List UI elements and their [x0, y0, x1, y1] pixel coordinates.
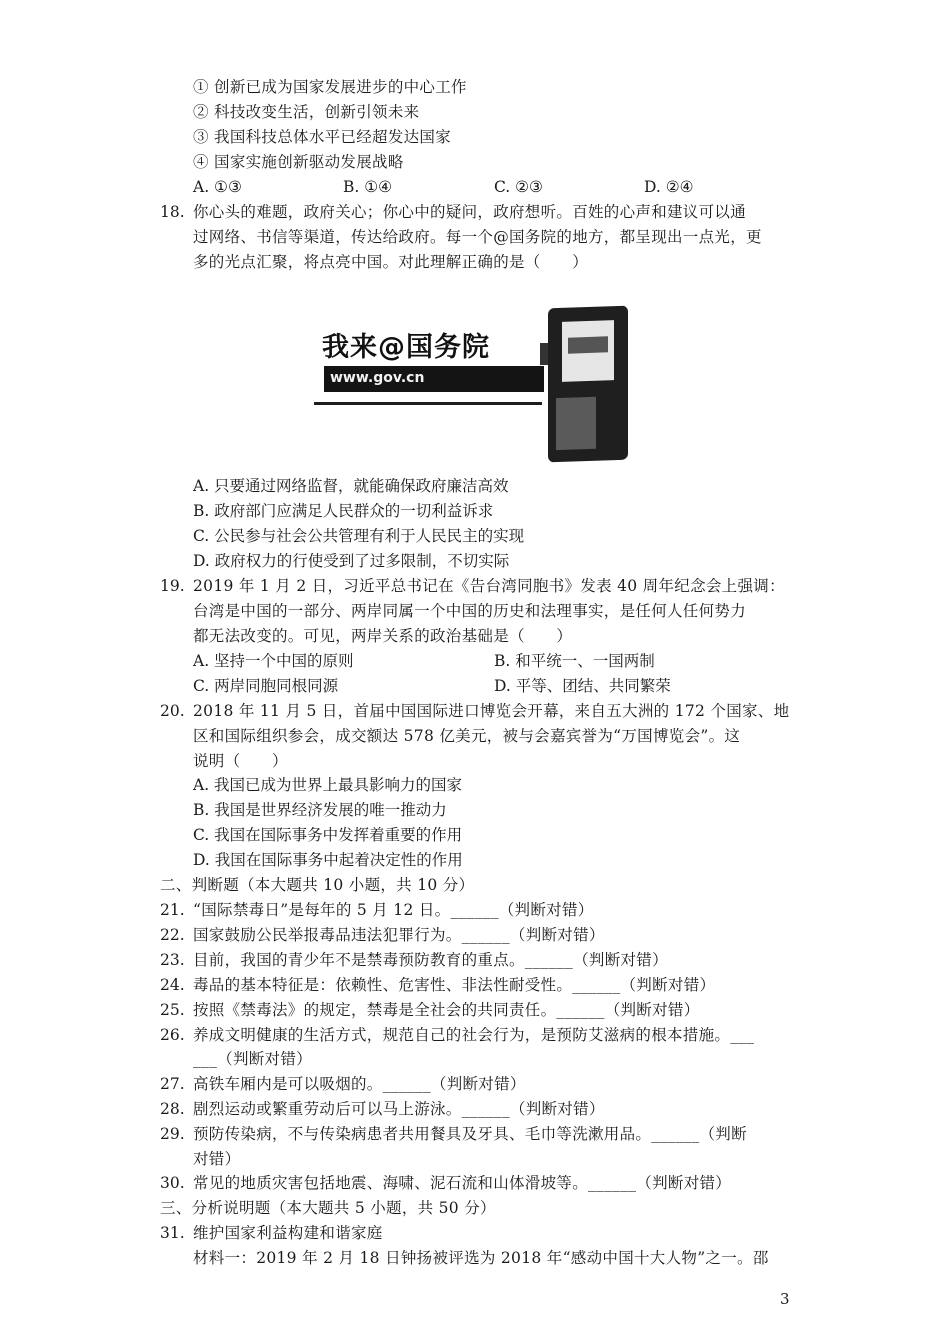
q17-choice-a: A. ①③ — [193, 178, 242, 196]
q20-line-2: 区和国际组织参会，成交额达 578 亿美元，被与会嘉宾誉为“万国博览会”。这 — [193, 727, 741, 745]
q29-text: 预防传染病，不与传染病患者共用餐具及牙具、毛巾等洗漱用品。______（判断 — [193, 1125, 747, 1143]
q28-number: 28. — [160, 1100, 185, 1118]
q17-statement-2: ② 科技改变生活，创新引领未来 — [193, 103, 420, 121]
q24-text: 毒品的基本特征是：依赖性、危害性、非法性耐受性。______（判断对错） — [193, 976, 716, 994]
q25-text: 按照《禁毒法》的规定，禁毒是全社会的共同责任。______（判断对错） — [193, 1001, 700, 1019]
figure-title: 我来@国务院 — [322, 332, 490, 363]
q18-figure-image — [310, 303, 632, 463]
q20-number: 20. — [160, 702, 185, 720]
q19-option-b: B. 和平统一、一国两制 — [494, 652, 655, 670]
q18-option-d: D. 政府权力的行使受到了过多限制，不切实际 — [193, 552, 510, 570]
q30-text: 常见的地质灾害包括地震、海啸、泥石流和山体滑坡等。______（判断对错） — [193, 1174, 732, 1192]
q20-option-d: D. 我国在国际事务中起着决定性的作用 — [193, 851, 463, 869]
q22-number: 22. — [160, 926, 185, 944]
q17-statement-3: ③ 我国科技总体水平已经超发达国家 — [193, 128, 452, 146]
q30-number: 30. — [160, 1174, 185, 1192]
page-number: 3 — [780, 1290, 790, 1308]
q18-option-b: B. 政府部门应满足人民群众的一切利益诉求 — [193, 502, 494, 520]
q28-text: 剧烈运动或繁重劳动后可以马上游泳。______（判断对错） — [193, 1100, 605, 1118]
q19-option-c: C. 两岸同胞同根同源 — [193, 677, 339, 695]
q23-number: 23. — [160, 951, 185, 969]
q20-option-b: B. 我国是世界经济发展的唯一推动力 — [193, 801, 447, 819]
q26-text-continued: ___（判断对错） — [193, 1050, 312, 1068]
q29-text-continued: 对错） — [193, 1150, 241, 1168]
q31-title: 维护国家利益构建和谐家庭 — [193, 1224, 383, 1242]
q18-option-c: C. 公民参与社会公共管理有利于人民民主的实现 — [193, 527, 525, 545]
q21-number: 21. — [160, 901, 185, 919]
q18-line-2: 过网络、书信等渠道，传达给政府。每一个@国务院的地方，都呈现出一点光，更 — [193, 228, 762, 246]
q27-number: 27. — [160, 1075, 185, 1093]
q17-statement-1: ① 创新已成为国家发展进步的中心工作 — [193, 78, 467, 96]
q17-choice-b: B. ①④ — [343, 178, 393, 196]
q18-line-1: 你心头的难题，政府关心；你心中的疑问，政府想听。百姓的心声和建议可以通 — [193, 203, 747, 221]
q17-statement-4: ④ 国家实施创新驱动发展战略 — [193, 153, 404, 171]
q21-text: “国际禁毒日”是每年的 5 月 12 日。______（判断对错） — [193, 901, 594, 919]
q19-line-3: 都无法改变的。可见，两岸关系的政治基础是（ ） — [193, 627, 573, 645]
q19-option-a: A. 坚持一个中国的原则 — [193, 652, 354, 670]
q27-text: 高铁车厢内是可以吸烟的。______（判断对错） — [193, 1075, 526, 1093]
q25-number: 25. — [160, 1001, 185, 1019]
q31-material-1: 材料一：2019 年 2 月 18 日钟扬被评选为 2018 年“感动中国十大人物”之一。邵 — [193, 1249, 769, 1267]
q19-number: 19. — [160, 577, 185, 595]
phone-lower-panel — [556, 397, 596, 450]
q20-line-1: 2018 年 11 月 5 日，首届中国国际进口博览会开幕，来自五大洲的 172 个国家、地 — [193, 702, 790, 720]
q19-option-d: D. 平等、团结、共同繁荣 — [494, 677, 671, 695]
q20-option-c: C. 我国在国际事务中发挥着重要的作用 — [193, 826, 463, 844]
q24-number: 24. — [160, 976, 185, 994]
q20-line-3: 说明（ ） — [193, 752, 288, 770]
q18-option-a: A. 只要通过网络监督，就能确保政府廉洁高效 — [193, 477, 509, 495]
q31-number: 31. — [160, 1224, 185, 1242]
figure-divider — [314, 402, 542, 405]
q26-text: 养成文明健康的生活方式，规范自己的社会行为，是预防艾滋病的根本措施。___ — [193, 1026, 755, 1044]
q18-line-3: 多的光点汇聚，将点亮中国。对此理解正确的是（ ） — [193, 253, 589, 271]
q20-option-a: A. 我国已成为世界上最具影响力的国家 — [193, 776, 463, 794]
section-2-heading: 二、判断题（本大题共 10 小题，共 10 分） — [160, 876, 475, 894]
q19-line-1: 2019 年 1 月 2 日，习近平总书记在《告台湾同胞书》发表 40 周年纪念会上强调： — [193, 577, 785, 595]
figure-url: www.gov.cn — [330, 370, 425, 386]
q29-number: 29. — [160, 1125, 185, 1143]
q26-number: 26. — [160, 1026, 185, 1044]
q17-choice-d: D. ②④ — [644, 178, 694, 196]
q19-line-2: 台湾是中国的一部分、两岸同属一个中国的历史和法理事实，是任何人任何势力 — [193, 602, 747, 620]
q23-text: 目前，我国的青少年不是禁毒预防教育的重点。______（判断对错） — [193, 951, 668, 969]
phone-screen-stripe — [568, 336, 608, 353]
phone-icon — [548, 306, 628, 463]
q22-text: 国家鼓励公民举报毒品违法犯罪行为。______（判断对错） — [193, 926, 605, 944]
q17-choice-c: C. ②③ — [494, 178, 543, 196]
q18-number: 18. — [160, 203, 185, 221]
section-3-heading: 三、分析说明题（本大题共 5 小题，共 50 分） — [160, 1199, 496, 1217]
